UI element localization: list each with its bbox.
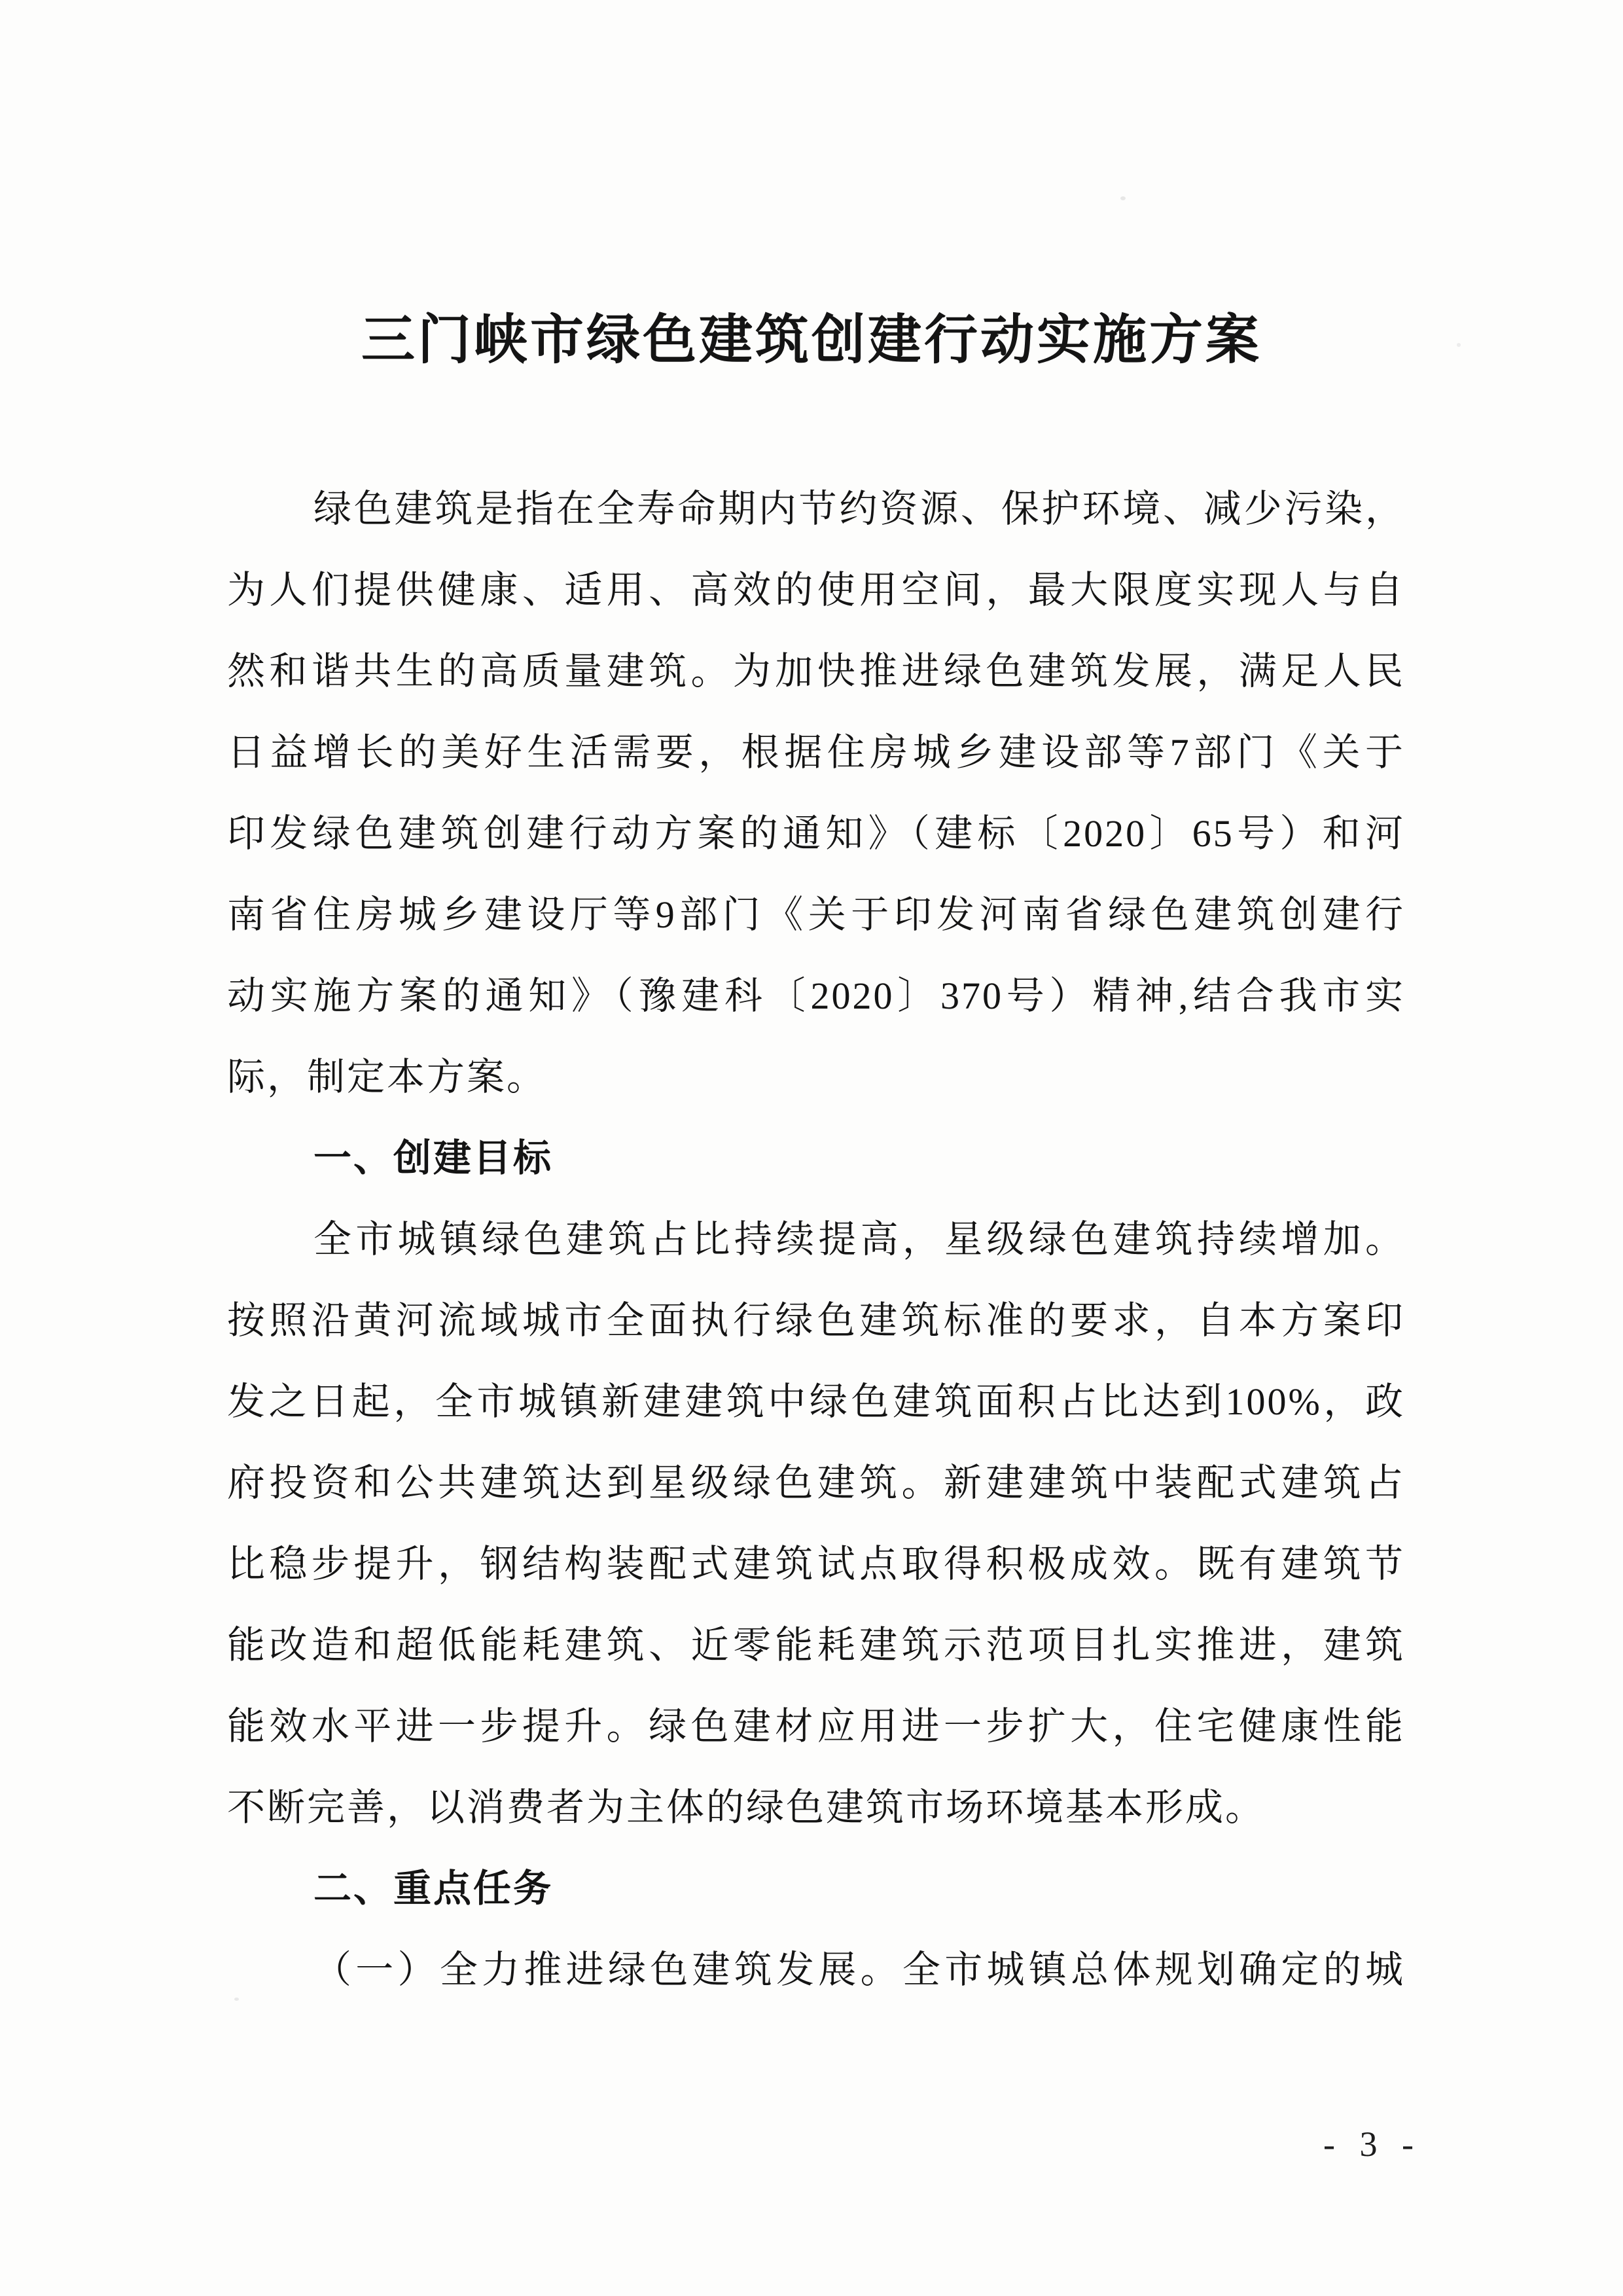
body-line: 能改造和超低能耗建筑、近零能耗建筑示范项目扎实推进，建筑	[227, 1624, 1405, 1666]
body-line: 为人们提供健康、适用、高效的使用空间，最大限度实现人与自	[227, 569, 1405, 611]
body-line: 印发绿色建筑创建行动方案的通知》（建标〔2020〕65号）和河	[227, 812, 1405, 855]
section-heading: 二、重点任务	[313, 1867, 554, 1910]
document-body	[227, 469, 1405, 2011]
body-line: 发之日起，全市城镇新建建筑中绿色建筑面积占比达到100%，政	[227, 1380, 1405, 1423]
body-line: 动实施方案的通知》（豫建科〔2020〕370号）精神,结合我市实	[227, 975, 1405, 1017]
body-line: 全市城镇绿色建筑占比持续提高，星级绿色建筑持续增加。	[313, 1218, 1405, 1261]
body-line: 按照沿黄河流域城市全面执行绿色建筑标准的要求，自本方案印	[227, 1299, 1405, 1342]
scan-speckle	[1457, 343, 1461, 347]
section-heading: 一、创建目标	[313, 1137, 554, 1179]
scan-speckle	[234, 1998, 239, 2001]
body-line: 南省住房城乡建设厅等9部门《关于印发河南省绿色建筑创建行	[227, 893, 1405, 936]
body-line: 能效水平进一步提升。绿色建材应用进一步扩大，住宅健康性能	[227, 1705, 1405, 1748]
body-line: 比稳步提升，钢结构装配式建筑试点取得积极成效。既有建筑节	[227, 1543, 1405, 1585]
body-line: （一）全力推进绿色建筑发展。全市城镇总体规划确定的城	[313, 1948, 1405, 1991]
body-line: 绿色建筑是指在全寿命期内节约资源、保护环境、减少污染，	[313, 488, 1405, 530]
body-line: 然和谐共生的高质量建筑。为加快推进绿色建筑发展，满足人民	[227, 650, 1405, 692]
body-line: 际，制定本方案。	[227, 1056, 547, 1098]
body-line: 不断完善，以消费者为主体的绿色建筑市场环境基本形成。	[227, 1786, 1266, 1829]
body-line: 府投资和公共建筑达到星级绿色建筑。新建建筑中装配式建筑占	[227, 1462, 1405, 1504]
page-number: - 3 -	[1323, 2125, 1421, 2164]
body-line: 日益增长的美好生活需要，根据住房城乡建设部等7部门《关于	[227, 731, 1405, 774]
scan-speckle	[1120, 196, 1126, 200]
document-title: 三门峡市绿色建筑创建行动实施方案	[361, 310, 1262, 370]
